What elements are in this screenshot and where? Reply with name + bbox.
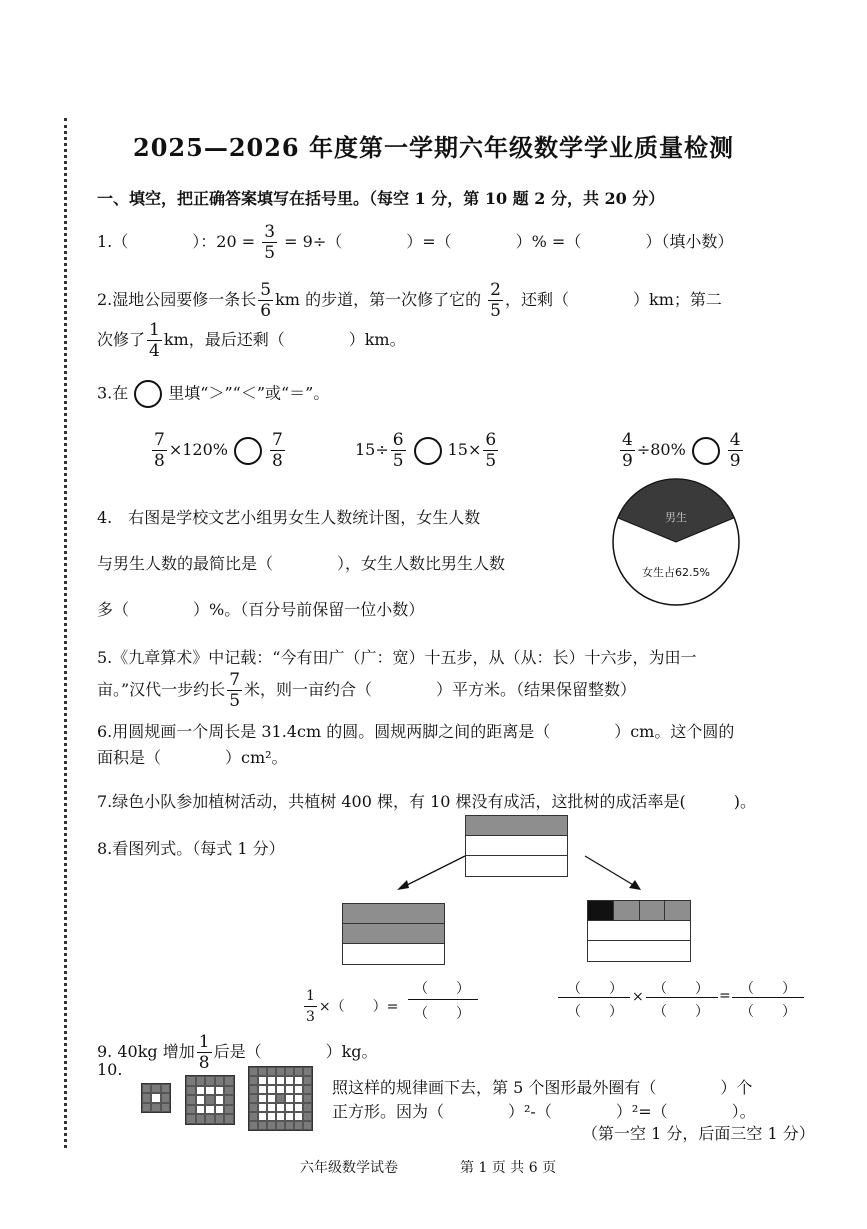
section-heading: 一、填空，把正确答案填写在括号里。（每空 1 分，第 10 题 2 分，共 20 分） [97, 189, 665, 208]
pie-male-label: 男生 [665, 511, 687, 524]
grid-cell [276, 1094, 285, 1103]
grid-cell [205, 1114, 215, 1124]
grid-cell [258, 1094, 267, 1103]
question-10-label: 10. [97, 1060, 123, 1079]
grid-cell [267, 1112, 276, 1121]
q8-right-a-den: （ ） [567, 1004, 623, 1020]
grid-cell [215, 1076, 225, 1086]
grid-cell [285, 1121, 294, 1130]
question-5-line-2: 亩。”汉代一步约长 $\frac{7}{5}$ 米，则一亩约合（ ）平方米。（结果保留整数） [97, 670, 637, 711]
grid-cell [161, 1103, 170, 1112]
question-6-line-2: 面积是（ ）cm²。 [97, 748, 288, 767]
question-2-line-1: 2.湿地公园要修一条长 $\frac{5}{6}$ km 的步道，第一次修了它的 $\frac{2}{5}$ ，还剩（ ）km；第二 [97, 280, 722, 321]
circle-icon [234, 437, 262, 465]
grid-cell [285, 1085, 294, 1094]
footer-page-number: 第 1 页 共 6 页 [460, 1160, 557, 1176]
grid-cell [186, 1095, 196, 1105]
grid-cell [285, 1103, 294, 1112]
circle-icon [134, 380, 162, 408]
question-4-line-2: 与男生人数的最简比是（ ），女生人数比男生人数 [97, 554, 506, 573]
grid-cell [205, 1076, 215, 1086]
grid-cell [303, 1076, 312, 1085]
grid-cell [186, 1086, 196, 1096]
grid-cell [285, 1094, 294, 1103]
question-10-line-1: 照这样的规律画下去，第 5 个图形最外圈有（ ）个 [332, 1078, 753, 1097]
grid-cell [276, 1103, 285, 1112]
question-7: 7.绿色小队参加植树活动，共植树 400 棵，有 10 棵没有成活，这批树的成活率是( )。 [97, 792, 756, 811]
grid-cell [196, 1076, 206, 1086]
grid-cell [249, 1103, 258, 1112]
grid-cell [294, 1121, 303, 1130]
grid-cell [285, 1067, 294, 1076]
grid-cell [249, 1112, 258, 1121]
footer-left: 六年级数学试卷 [300, 1160, 398, 1176]
equals-sign: = [719, 988, 731, 1004]
question-10-line-2: 正方形。因为（ ）²-（ ）²=（ ）。 [332, 1102, 756, 1121]
grid-cell [303, 1094, 312, 1103]
grid-cell [258, 1103, 267, 1112]
grid-cell [224, 1086, 234, 1096]
grid-cell [267, 1085, 276, 1094]
grid-cell [276, 1085, 285, 1094]
grid-cell [161, 1084, 170, 1093]
grid-cell [224, 1114, 234, 1124]
grid-cell [303, 1121, 312, 1130]
grid-cell [196, 1105, 206, 1115]
grid-cell [142, 1084, 151, 1093]
page-title: 2025—2026 年度第一学期六年级数学学业质量检测 [133, 133, 734, 162]
bar-diagram-left [342, 903, 445, 965]
grid-cell [258, 1085, 267, 1094]
q8-left-result-den: （ ） [414, 1006, 470, 1022]
grid-cell [215, 1114, 225, 1124]
q8-right-c-num: （ ） [740, 981, 796, 997]
question-1: 1.（ ）：20 = $\frac{3}{5}$ = 9÷（ ）=（ ）% =（ ）（填小数） [97, 222, 734, 263]
circle-icon [414, 437, 442, 465]
question-4-line-3: 多（ ）%。（百分号前保留一位小数） [97, 600, 425, 619]
grid-cell [267, 1067, 276, 1076]
grid-cell [205, 1095, 215, 1105]
grid-cell [205, 1086, 215, 1096]
q8-right-a-num: （ ） [567, 981, 623, 997]
pie-female-label: 女生占62.5% [642, 566, 710, 579]
grid-cell [267, 1076, 276, 1085]
grid-cell [196, 1095, 206, 1105]
q8-left-expr: $\frac{1}{3}$ ×（ ）= [306, 988, 399, 1025]
grid-cell [142, 1103, 151, 1112]
question-10-note: （第一空 1 分，后面三空 1 分） [582, 1124, 815, 1143]
grid-cell [142, 1093, 151, 1102]
compare-2: 15÷ $\frac{6}{5}$ 15× $\frac{6}{5}$ [355, 430, 497, 471]
grid-cell [303, 1112, 312, 1121]
grid-cell [186, 1105, 196, 1115]
grid-cell [294, 1094, 303, 1103]
question-5-line-1: 5.《九章算术》中记载：“今有田广（广：宽）十五步，从（从：长）十六步，为田一 [97, 648, 697, 667]
grid-cell [276, 1121, 285, 1130]
grid-cell [258, 1121, 267, 1130]
grid-cell [276, 1112, 285, 1121]
q8-right-b-den: （ ） [653, 1004, 709, 1020]
pattern-figure-2 [185, 1075, 235, 1125]
grid-cell [186, 1076, 196, 1086]
grid-cell [267, 1094, 276, 1103]
grid-cell [249, 1094, 258, 1103]
question-4-line-1: 4. 右图是学校文艺小组男女生人数统计图，女生人数 [97, 508, 481, 527]
pattern-figure-3 [248, 1066, 313, 1131]
grid-cell [258, 1067, 267, 1076]
grid-cell [215, 1086, 225, 1096]
grid-cell [294, 1085, 303, 1094]
grid-cell [161, 1093, 170, 1102]
grid-cell [151, 1093, 160, 1102]
grid-cell [294, 1103, 303, 1112]
grid-cell [215, 1105, 225, 1115]
grid-cell [249, 1085, 258, 1094]
question-9: 9. 40kg 增加 $\frac{1}{8}$ 后是（ ）kg。 [97, 1032, 378, 1073]
grid-cell [196, 1086, 206, 1096]
grid-cell [294, 1076, 303, 1085]
grid-cell [151, 1084, 160, 1093]
grid-cell [267, 1103, 276, 1112]
question-8: 8.看图列式。（每式 1 分） [97, 839, 285, 858]
grid-cell [303, 1067, 312, 1076]
grid-cell [303, 1103, 312, 1112]
grid-cell [224, 1076, 234, 1086]
bar-diagram-right [587, 900, 691, 962]
grid-cell [249, 1076, 258, 1085]
grid-cell [205, 1105, 215, 1115]
times-sign: × [632, 989, 644, 1005]
compare-3: $\frac{4}{9}$ ÷80% $\frac{4}{9}$ [622, 430, 741, 471]
question-3: 3.在 里填“＞”“＜”或“＝”。 [97, 380, 329, 408]
question-6-line-1: 6.用圆规画一个周长是 31.4cm 的圆。圆规两脚之间的距离是（ ）cm。这个圆的 [97, 722, 735, 741]
grid-cell [224, 1095, 234, 1105]
arrows [395, 850, 695, 898]
grid-cell [224, 1105, 234, 1115]
grid-cell [276, 1076, 285, 1085]
pattern-figure-1 [141, 1083, 171, 1113]
q8-left-result-num: （ ） [414, 981, 470, 997]
binding-margin [64, 118, 67, 1148]
grid-cell [249, 1121, 258, 1130]
grid-cell [186, 1114, 196, 1124]
q8-right-c-den: （ ） [740, 1004, 796, 1020]
question-2-line-2: 次修了 $\frac{1}{4}$ km，最后还剩（ ）km。 [97, 320, 406, 361]
grid-cell [258, 1112, 267, 1121]
grid-cell [276, 1067, 285, 1076]
grid-cell [294, 1112, 303, 1121]
circle-icon [692, 437, 720, 465]
grid-cell [151, 1103, 160, 1112]
grid-cell [303, 1085, 312, 1094]
grid-cell [285, 1112, 294, 1121]
compare-1: $\frac{7}{8}$ ×120% $\frac{7}{8}$ [154, 430, 283, 471]
fraction: $\frac{3}{5}$ [264, 222, 276, 263]
grid-cell [267, 1121, 276, 1130]
grid-cell [258, 1076, 267, 1085]
grid-cell [294, 1067, 303, 1076]
grid-cell [249, 1067, 258, 1076]
grid-cell [196, 1114, 206, 1124]
grid-cell [215, 1095, 225, 1105]
q8-right-b-num: （ ） [653, 981, 709, 997]
pie-chart [611, 477, 741, 607]
grid-cell [285, 1076, 294, 1085]
